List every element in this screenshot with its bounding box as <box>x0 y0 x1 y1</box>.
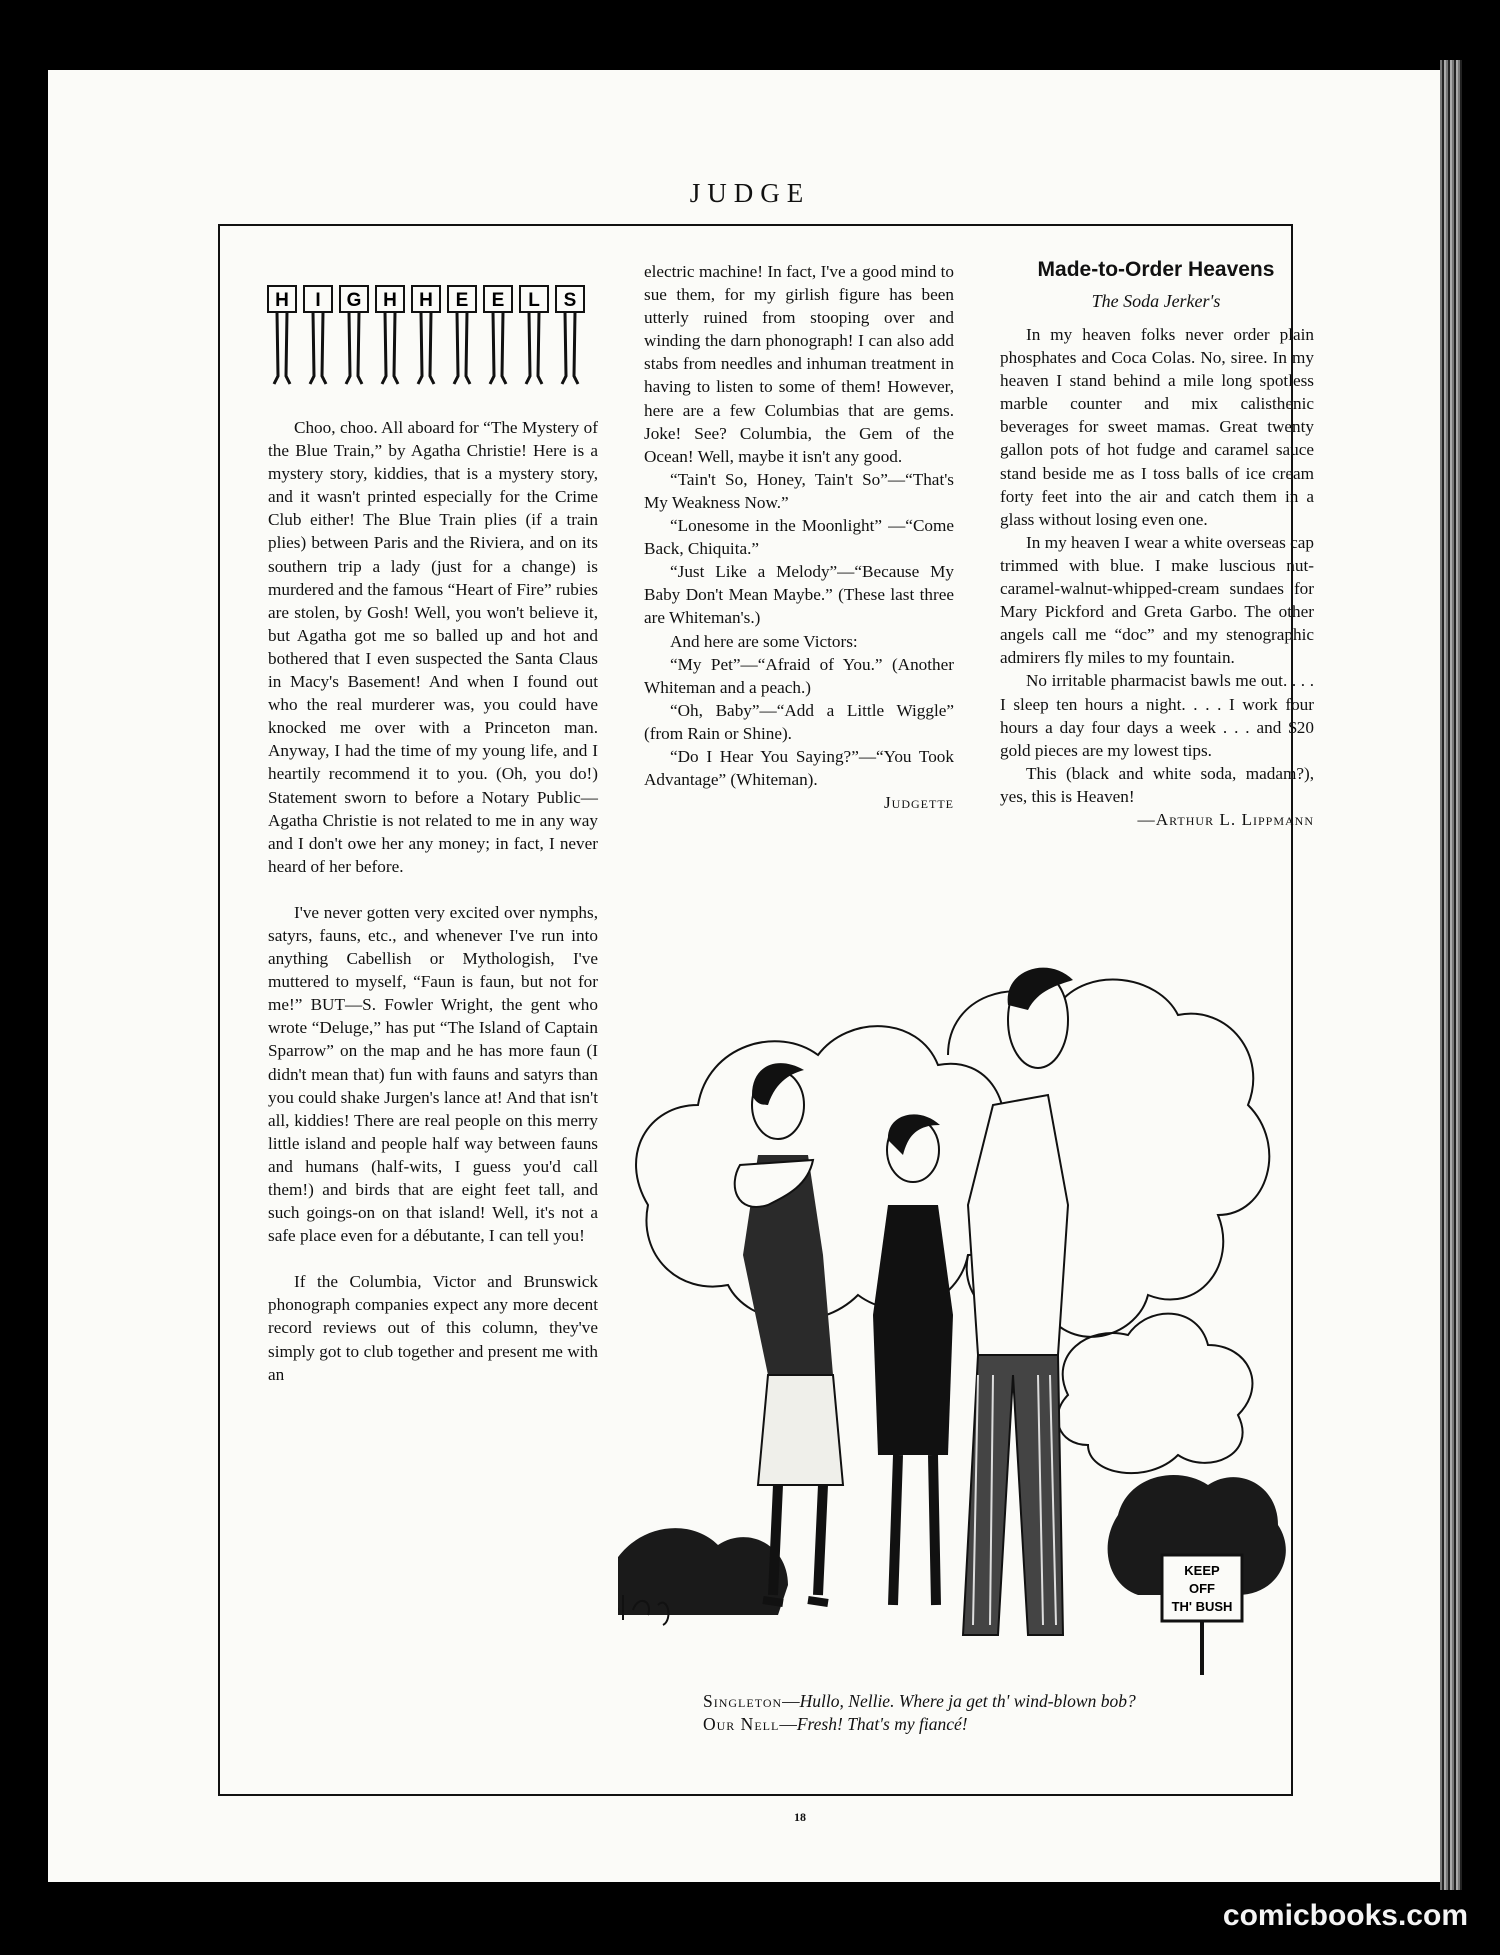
caption-speaker-1: Singleton <box>703 1691 783 1711</box>
review-mystery-blue-train: Choo, choo. All aboard for “The Mystery of the Blue Train,” by Agatha Christie! Here is a mystery story, kiddies, that is a mystery story, and it wasn't printed especially for the Crime Club either! The Blue Train plies (if a train plies) between Paris and the Riviera, and on its southern trip a lady (just for a change) is murdered and the famous “Heart of Fire” rubies are stolen, by Gosh! Well, you won't believe it, but Agatha got me so balled up and hot and bothered that I even suspected the Santa Claus in Macy's Basement! And when I found out who the real murderer was, you could have knocked me over with a Princeton man. Anyway, I had the time of my young life, and I heartily recommend it to you. (Oh, you do!) Statement sworn to before a Notary Public—Agatha Christie is not related to me in any way and I don't owe her any money; in fact, I never heard of her before. <box>268 418 598 876</box>
record-item: “Tain't So, Honey, Tain't So”—“That's My Weakness Now.” <box>644 469 954 512</box>
logo-legs <box>490 312 506 384</box>
column-book-reviews <box>268 416 598 1386</box>
logo-letter: H <box>275 290 289 311</box>
signature-judgette: Judgette <box>883 793 954 813</box>
signature-lippmann: —Arthur L. Lippmann <box>1137 809 1314 829</box>
article-title: Made-to-Order Heavens <box>1037 258 1275 281</box>
sign-text-line3: TH' BUSH <box>1171 1599 1233 1614</box>
site-watermark: comicbooks.com <box>1222 1899 1468 1932</box>
page-number: 18 <box>794 1810 806 1824</box>
record-item: “Oh, Baby”—“Add a Little Wiggle” (from Rain or Shine). <box>644 700 954 743</box>
logo-legs <box>310 312 326 384</box>
heavens-paragraph: In my heaven folks never order plain phosphates and Coca Colas. No, siree. In my heaven I stand behind a mile long spotless marble counter and mix calisthenic beverages for sweet mamas. Great twenty gallon pots of hot fudge and caramel sauce stand beside me as I toss balls of ice cream forty feet into the air and catch them in a glass without losing even one. <box>1000 325 1314 529</box>
logo-letter: G <box>346 290 362 311</box>
cartoon-illustration <box>618 955 1296 1677</box>
caption-speaker-2: Our Nell <box>703 1714 780 1734</box>
column-logo-high-heels <box>260 276 596 392</box>
keep-off-sign <box>1162 1555 1242 1675</box>
sign-text-line2: OFF <box>1189 1581 1215 1596</box>
column-record-reviews <box>644 260 954 814</box>
sign-text-line1: KEEP <box>1184 1563 1220 1578</box>
logo-letter: E <box>455 290 469 311</box>
record-item: “Do I Hear You Saying?”—“You Took Advantage” (Whiteman). <box>644 746 954 790</box>
logo-legs <box>418 312 434 384</box>
logo-letter: H <box>419 290 433 311</box>
heavens-paragraph: This (black and white soda, madam?), yes, this is Heaven! <box>1000 763 1314 806</box>
logo-letter: E <box>491 290 505 311</box>
logo-legs <box>562 312 578 384</box>
figure-nell <box>735 1063 843 1603</box>
heavens-paragraph: In my heaven I wear a white overseas cap trimmed with blue. I make luscious nut-caramel-walnut-whipped-cream sundaes for Mary Pickford and Greta Garbo. The other angels call me “doc” and my stenographic admirers fly miles to my fountain. <box>1000 532 1314 668</box>
cartoon-caption: Singleton—Hullo, Nellie. Where ja get th' wind-blown bob? Our Nell—Fresh! That's my fiancé! <box>703 1691 1136 1734</box>
heavens-paragraph: No irritable pharmacist bawls me out. . . . I sleep ten hours a night. . . . I work four hours a day four days a week . . . and $20 gold pieces are my lowest tips. <box>1000 671 1314 760</box>
logo-letter: S <box>563 290 577 311</box>
record-text: electric machine! In fact, I've a good mind to sue them, for my girlish figure has been utterly ruined from stooping over and winding the darn phonograph! I can also add stabs from needles and inhuman treatment in having to listen to some of them! However, here are a few Columbias that are gems. Joke! See? Columbia, the Gem of the Ocean! Well, maybe it isn't any good. <box>644 262 954 466</box>
logo-letter: I <box>315 290 321 311</box>
caption-line-2: Fresh! That's my fiancé! <box>796 1714 968 1734</box>
figure-singleton <box>963 968 1073 1635</box>
record-item: “Lonesome in the Moonlight” —“Come Back, Chiquita.” <box>644 516 954 559</box>
logo-legs <box>346 312 362 384</box>
logo-letter: L <box>528 290 540 311</box>
record-item: “Just Like a Melody”—“Because My Baby Don't Mean Maybe.” (These last three are Whiteman's.) <box>644 562 954 628</box>
logo-letter: H <box>383 290 397 311</box>
review-island-captain-sparrow: I've never gotten very excited over nymphs, satyrs, fauns, etc., and whenever I've run into anything Cabellish or Mythologish, I've muttered to myself, “Faun is faun, but not for me!” BUT—S. Fowler Wright, the gent who wrote “Deluge,” has put “The Island of Captain Sparrow” on the map and he has more faun (I didn't mean that) fun with fauns and satyrs than you could shake Jurgen's lance at! And that isn't all, kiddies! There are real people on this merry little island and people half way between fauns and humans (half-wits, I guess you'd call them!) and birds that are eight feet tall, and such goings-on on that island! Well, it's not a safe place even for a débutante, I can tell you! <box>268 902 598 1246</box>
record-item: “My Pet”—“Afraid of You.” (Another Whiteman and a peach.) <box>644 654 954 697</box>
page-stack-edge <box>1440 60 1462 1890</box>
logo-legs <box>526 312 542 384</box>
record-item: And here are some Victors: <box>670 631 858 651</box>
figure-woman-center <box>873 1114 953 1605</box>
column-heavens <box>1000 323 1314 831</box>
logo-legs <box>274 312 290 384</box>
caption-line-1: Hullo, Nellie. Where ja get th' wind-blown bob? <box>799 1691 1136 1711</box>
record-intro: If the Columbia, Victor and Brunswick phonograph companies expect any more decent record reviews out of this column, they've simply got to club together and present me with an <box>268 1272 598 1384</box>
logo-legs <box>454 312 470 384</box>
article-subtitle: The Soda Jerker's <box>1091 291 1221 311</box>
logo-legs <box>382 312 398 384</box>
magazine-title: JUDGE <box>689 178 811 208</box>
